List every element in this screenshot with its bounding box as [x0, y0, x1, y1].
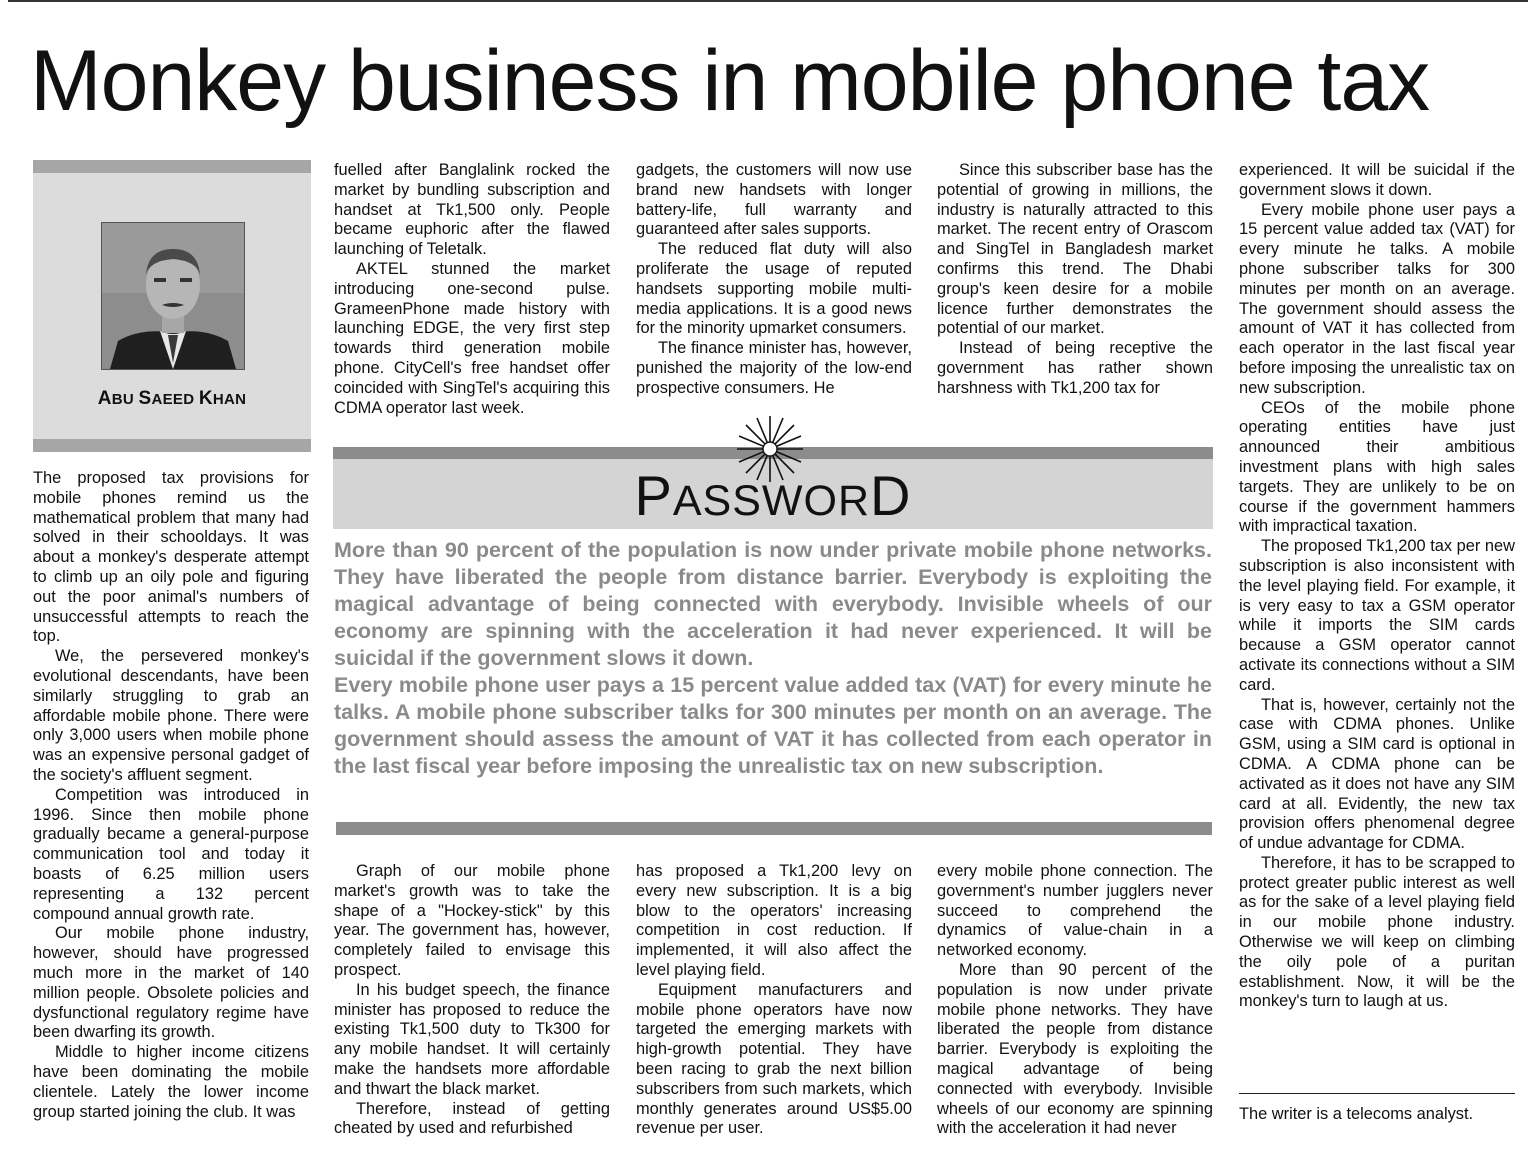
paragraph: We, the persevered monkey's evolutional descendants, have been similarly struggling to grab an affordable mobile phone. There were only 3,000 users when mobile phone was an expensive personal gadget of the society's affluent segment. [33, 647, 309, 784]
paragraph: AKTEL stunned the market introducing one-second pulse. GrameenPhone made history with launching EDGE, the very first step towards third generation mobile phone. CityCell's free handset offer coincided with SingTel's acquiring this CDMA operator last week. [334, 259, 610, 417]
column-3-bottom [636, 862, 912, 1139]
paragraph: Therefore, instead of getting cheated by used and refurbished [334, 1099, 610, 1138]
quote-paragraph: More than 90 percent of the population is now under private mobile phone networks. They have liberated the people from distance barrier. Everybody is exploiting the magical advantage of being connected with everybody. Invisible wheels of our economy are spinning with the acceleration it had never experienced. It will be suicidal if the government slows it down. [334, 538, 1212, 670]
top-rule [8, 0, 1528, 2]
password-bottom-bar [336, 822, 1212, 835]
paragraph: CEOs of the mobile phone operating entities have just announced their ambitious investment plans with high sales targets. They are unlikely to be on course if the government hammers with impractical taxation. [1239, 398, 1515, 536]
password-quote [334, 537, 1212, 780]
paragraph: experienced. It will be suicidal if the government slows it down. [1239, 161, 1515, 199]
paragraph: Our mobile phone industry, however, should have progressed much more in the market of 140 million people. Obsolete policies and dysfunctional regulatory regime have been dwarfing its growth. [33, 924, 309, 1042]
paragraph: Every mobile phone user pays a 15 percent value added tax (VAT) for every minute he talks. A mobile phone subscriber talks for 300 minutes per month on an average. The government should assess the amount of VAT it has collected from each operator in the last fiscal year before imposing the unrealistic tax on new subscription. [1239, 200, 1515, 397]
column-4-bottom [937, 862, 1213, 1139]
column-5 [1239, 161, 1515, 1012]
column-4-top [937, 161, 1213, 399]
paragraph: Equipment manufacturers and mobile phone operators have now targeted the emerging markets with high-growth potential. They have been racing to grab the next billion subscribers from such markets, which monthly generates around US$5.00 revenue per user. [636, 980, 912, 1138]
paragraph: Competition was introduced in 1996. Since then mobile phone gradually became a general-purpose communication tool and today it boasts of 6.25 million users representing a 132 percent compound annual growth rate. [33, 785, 309, 923]
paragraph: The proposed Tk1,200 tax per new subscription is also inconsistent with the level playing field. For example, it is very easy to tax a GSM operator while it imports the SIM cards because a GSM operator cannot activate its connections without a SIM card. [1239, 537, 1515, 694]
paragraph: fuelled after Banglalink rocked the market by bundling subscription and handset at Tk1,500 only. People became euphoric after the flawed launching of Teletalk. [334, 161, 610, 259]
author-portrait-icon [102, 223, 244, 369]
author-name: ABU SAEED KHAN [97, 388, 247, 409]
starburst-icon [735, 414, 805, 484]
writer-note-rule [1239, 1093, 1515, 1094]
paragraph: The finance minister has, however, punished the majority of the low-end prospective consumers. He [636, 339, 912, 397]
paragraph: Instead of being receptive the government has rather shown harshness with Tk1,200 tax for [937, 339, 1213, 397]
paragraph: In his budget speech, the finance minister has proposed to reduce the existing Tk1,500 duty to Tk300 for any mobile handset. It will certainly make the handsets more affordable and thwart the black market. [334, 980, 610, 1098]
paragraph: every mobile phone connection. The government's number jugglers never succeed to comprehend the dynamics of value-chain in a networked economy. [937, 862, 1213, 960]
password-title: PASSWORD [634, 464, 912, 527]
byline-top-bar [33, 160, 311, 173]
headline: Monkey business in mobile phone tax [30, 33, 1430, 129]
column-2-bottom [334, 862, 610, 1139]
column-2-top [334, 161, 610, 418]
paragraph: Middle to higher income citizens have been dominating the mobile clientele. Lately the lower income group started joining the club. It was [33, 1043, 309, 1121]
paragraph: has proposed a Tk1,200 levy on every new subscription. It is a big blow to the operators' increasing competition in cost reduction. If implemented, it will also affect the level playing field. [636, 862, 912, 979]
paragraph: That is, however, certainly not the case with CDMA phones. Unlike GSM, using a SIM card is optional in CDMA. A CDMA phone can be activated as it does not have any SIM card at all. Evidently, the new tax provision offers phenomenal degree of undue advantage for CDMA. [1239, 695, 1515, 853]
paragraph: The reduced flat duty will also proliferate the usage of reputed handsets supporting mobile multi-media applications. It is a good news for the minority upmarket consumers. [636, 240, 912, 338]
column-1 [33, 469, 309, 1122]
byline-box [33, 160, 311, 452]
quote-paragraph: Every mobile phone user pays a 15 percent value added tax (VAT) for every minute he talks. A mobile phone subscriber talks for 300 minutes per month on an average. The government should assess the amount of VAT it has collected from each operator in the last fiscal year before imposing the unrealistic tax on new subscription. [334, 673, 1212, 778]
paragraph: Since this subscriber base has the potential of growing in millions, the industry is naturally attracted to this market. The recent entry of Orascom and SingTel in Bangladesh market confirms this trend. The Dhabi group's keen desire for a mobile licence further demonstrates the potential of our market. [937, 161, 1213, 338]
paragraph: The proposed tax provisions for mobile phones remind us the mathematical problem that many had solved in their schooldays. It was about a monkey's desperate attempt to climb up an oily pole and figuring out the poor animal's numbers of unsuccessful attempts to reach the top. [33, 469, 309, 646]
writer-note: The writer is a telecoms analyst. [1239, 1105, 1474, 1123]
paragraph: gadgets, the customers will now use brand new handsets with longer battery-life, full warranty and guaranteed after sales supports. [636, 161, 912, 239]
paragraph: More than 90 percent of the population is now under private mobile phone networks. They have liberated the people from distance barrier. Everybody is exploiting the magical advantage of being connected with everybody. Invisible wheels of our economy are spinning with the acceleration it had never [937, 960, 1213, 1138]
author-photo [101, 222, 245, 370]
byline-bottom-bar [33, 439, 311, 452]
column-3-top [636, 161, 912, 399]
paragraph: Graph of our mobile phone market's growth was to take the shape of a "Hockey-stick" by this year. The government has, however, completely failed to envisage this prospect. [334, 862, 610, 979]
paragraph: Therefore, it has to be scrapped to protect greater public interest as well as for the sake of a level playing field in our mobile phone industry. Otherwise we will keep on climbing the oily pole of a puritan establishment. Now, it will be the monkey's turn to laugh at us. [1239, 853, 1515, 1011]
